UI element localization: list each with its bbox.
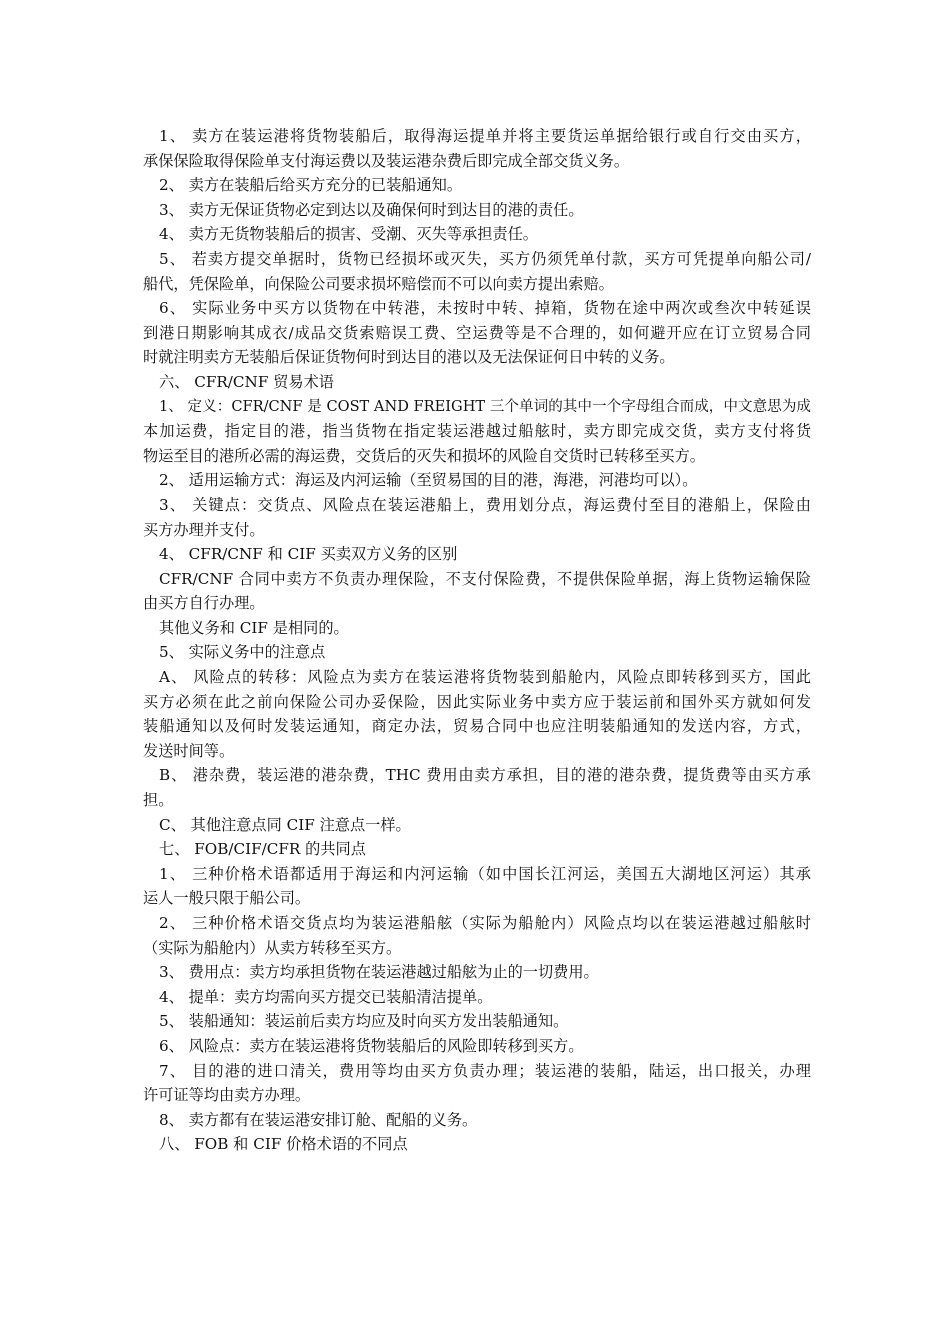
paragraph-line: CFR/CNF 合同中卖方不负责办理保险，不支付保险费，不提供保险单据，海上货物运输保险	[159, 569, 811, 588]
paragraph-line: （实际为船舱内）从卖方转移至买方。	[143, 938, 402, 957]
paragraph-line: 船代，凭保险单，向保险公司要求损坏赔偿而不可以向卖方提出索赔。	[143, 274, 614, 293]
paragraph-line: 4、 卖方无货物装船后的损害、受潮、灭失等承担责任。	[159, 225, 538, 244]
paragraph-line: 6、 实际业务中买方以货物在中转港，未按时中转、掉箱，货物在途中两次或叁次中转延误	[159, 299, 811, 318]
paragraph-line: 其他义务和 CIF 是相同的。	[159, 618, 349, 637]
document-body	[143, 124, 811, 1157]
paragraph-line: 1、 卖方在装运港将货物装船后，取得海运提单并将主要货运单据给银行或自行交由买方，	[159, 127, 811, 145]
paragraph-line: 发送时间等。	[143, 741, 235, 760]
paragraph-line: A、 风险点的转移：风险点为卖方在装运港将货物装到船舱内，风险点即转移到买方，国此	[159, 668, 811, 687]
paragraph-line: 时就注明卖方无装船后保证货物何时到达目的港以及无法保证何日中转的义务。	[143, 348, 675, 367]
paragraph-line: 到港日期影响其成衣/成品交货索赔误工费、空运费等是不合理的，如何避开应在订立贸易合同	[143, 323, 811, 342]
section-heading: 六、 CFR/CNF 贸易术语	[159, 372, 334, 391]
paragraph-line: 4、 提单：卖方均需向买方提交已装船清洁提单。	[159, 987, 493, 1006]
paragraph-line: 1、 定义：CFR/CNF 是 COST AND FREIGHT 三个单词的其中一个字母组合而成，中文意思为成	[159, 397, 811, 415]
paragraph-line: 运人一般只限于船公司。	[143, 889, 311, 908]
paragraph-line: 承保保险取得保险单支付海运费以及装运港杂费后即完成全部交货义务。	[143, 151, 629, 170]
section-heading: 八、 FOB 和 CIF 价格术语的不同点	[159, 1135, 408, 1154]
paragraph-line: 2、 三种价格术语交货点均为装运港船舷（实际为船舱内）风险点均以在装运港越过船舷时	[159, 914, 811, 932]
paragraph-line: 买方必须在此之前向保险公司办妥保险，因此实际业务中卖方应于装运前和国外买方就如何发	[143, 692, 811, 711]
paragraph-line: 5、 装船通知：装运前后卖方均应及时向买方发出装船通知。	[159, 1012, 569, 1031]
paragraph-line: 装船通知以及何时发装运通知，商定办法，贸易合同中也应注明装船通知的发送内容，方式，	[143, 717, 811, 736]
paragraph-line: 买方办理并支付。	[143, 520, 265, 539]
section-heading: 七、 FOB/CIF/CFR 的共同点	[159, 840, 366, 859]
paragraph-line: 8、 卖方都有在装运港安排订舱、配船的义务。	[159, 1110, 478, 1129]
paragraph-line: 3、 卖方无保证货物必定到达以及确保何时到达目的港的责任。	[159, 200, 584, 219]
paragraph-line: 3、 费用点：卖方均承担货物在装运港越过船舷为止的一切费用。	[159, 963, 599, 982]
paragraph-line: C、 其他注意点同 CIF 注意点一样。	[159, 815, 411, 834]
paragraph-line: 担。	[143, 791, 174, 810]
paragraph-line: 7、 目的港的进口清关，费用等均由买方负责办理；装运港的装船，陆运，出口报关，办理	[159, 1061, 811, 1080]
paragraph-line: 物运至目的港所必需的海运费，交货后的灭失和损坏的风险自交货时已转移至买方。	[143, 446, 705, 465]
paragraph-line: 许可证等均由卖方办理。	[143, 1086, 311, 1105]
paragraph-line: 6、 风险点：卖方在装运港将货物装船后的风险即转移到买方。	[159, 1036, 584, 1055]
paragraph-line: 5、 若卖方提交单据时，货物已经损坏或灭失，买方仍须凭单付款，买方可凭提单向船公司/	[159, 249, 811, 268]
paragraph-line: B、 港杂费，装运港的港杂费，THC 费用由卖方承担，目的港的港杂费，提货费等由买方承	[159, 766, 811, 785]
paragraph-line: 2、 适用运输方式：海运及内河运输（至贸易国的目的港，海港，河港均可以）。	[159, 471, 698, 490]
paragraph-line: 1、 三种价格术语都适用于海运和内河运输（如中国长江河运，美国五大湖地区河运）其承	[159, 864, 811, 883]
paragraph-line: 本加运费，指定目的港，指当货物在指定装运港越过船舷时，卖方即完成交货，卖方支付将货	[143, 422, 811, 441]
paragraph-line: 2、 卖方在装船后给买方充分的已装船通知。	[159, 176, 463, 195]
paragraph-line: 3、 关键点：交货点、风险点在装运港船上，费用划分点，海运费付至目的港船上，保险由	[159, 495, 811, 514]
paragraph-line: 5、 实际义务中的注意点	[159, 643, 326, 662]
paragraph-line: 4、 CFR/CNF 和 CIF 买卖双方义务的区别	[159, 545, 458, 564]
paragraph-line: 由买方自行办理。	[143, 594, 265, 613]
